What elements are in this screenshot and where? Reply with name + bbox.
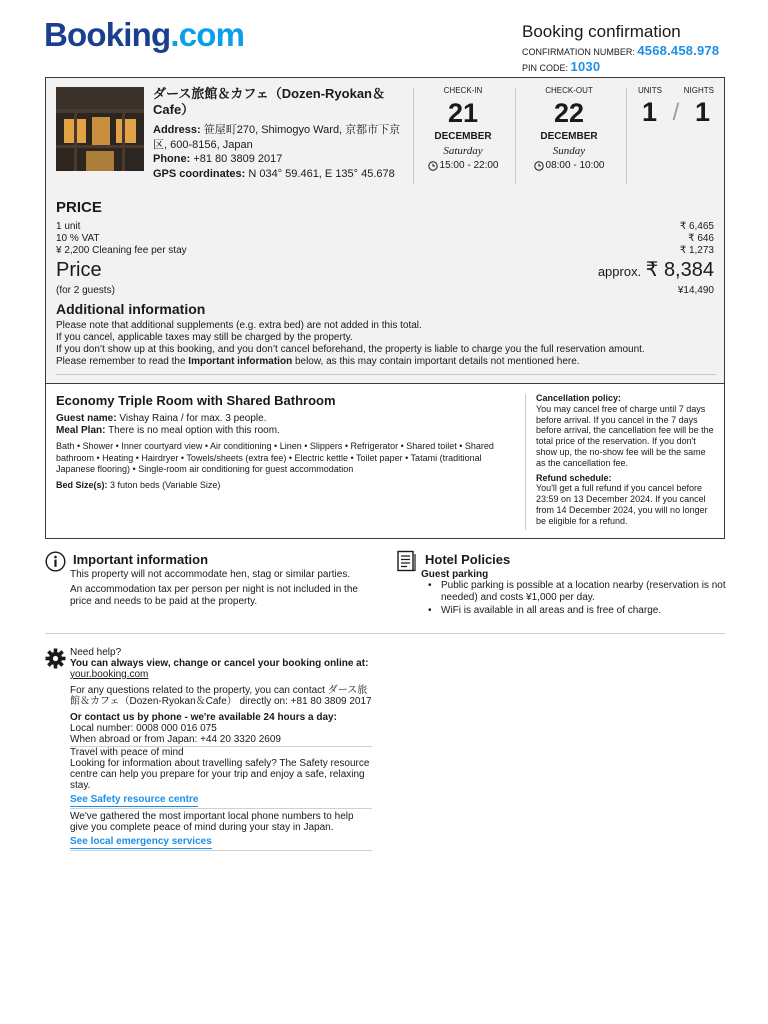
booking-logo xyxy=(44,18,244,51)
bed-size: 3 futon beds (Variable Size) xyxy=(110,480,221,490)
guest-name: Vishay Raina / for max. 3 people. xyxy=(119,413,267,424)
nights-label: NIGHTS xyxy=(683,86,714,95)
divider xyxy=(70,808,372,809)
price-line xyxy=(56,233,714,245)
local-number: Local number: 0008 000 016 075 xyxy=(70,723,217,734)
guest-name-row xyxy=(56,413,511,425)
list-item: • Public parking is possible at a location nearby (reservation is not needed) and costs ¥1,000 per day. xyxy=(441,580,726,603)
divider xyxy=(626,88,627,184)
checkin-month: DECEMBER xyxy=(434,131,492,142)
additional-line: If you cancel, applicable taxes may still be charged by the property. xyxy=(56,332,353,343)
phone-contact-title: Or contact us by phone - we're available 24 hours a day: xyxy=(70,712,337,723)
hotel-address xyxy=(153,123,411,152)
document-icon xyxy=(396,550,417,573)
meal-plan-row xyxy=(56,425,511,437)
additional-info-title: Additional information xyxy=(56,301,206,317)
booking-details-box xyxy=(45,77,725,539)
property-contact-text: For any questions related to the property, you can contact ダース旅館＆カフェ（Dozen-Ryokan＆Cafe） directly on: +81 80 3809 2017 xyxy=(70,685,372,707)
address-value: 笹屋町270, Shimogyo Ward, 京都市下京区, 600-8156, Japan xyxy=(153,124,401,151)
cancellation-text: You may cancel free of charge until 7 days before arrival. If you cancel in the 7 days before arrival, the cancellation fee will be the total price of the reservation. If you don't show up, the no-show fee will be the same as the cancellation fee. xyxy=(536,403,714,468)
hotel-phone xyxy=(153,152,411,167)
checkout-time xyxy=(519,160,619,171)
emergency-text: We've gathered the most important local phone numbers to help give you complete peace of mind during your stay in Japan. xyxy=(70,811,354,833)
phone-label: Phone: xyxy=(153,153,191,165)
price-guests-row xyxy=(56,285,714,296)
guest-name-label: Guest name: xyxy=(56,413,117,424)
additional-info-text xyxy=(56,320,716,368)
divider xyxy=(56,374,716,375)
room-title: Economy Triple Room with Shared Bathroom xyxy=(56,393,336,408)
clock-icon xyxy=(534,161,544,171)
price-total-amount: ₹ 8,384 xyxy=(645,259,714,281)
gps-value: N 034° 59.461, E 135° 45.678 xyxy=(248,167,395,180)
hotel-details xyxy=(153,123,411,181)
room-section xyxy=(46,384,724,538)
logo-part-com: .com xyxy=(170,16,245,53)
travel-title: Travel with peace of mind xyxy=(70,747,184,758)
price-line-value: ₹ 646 xyxy=(688,233,714,244)
room-info xyxy=(56,413,511,437)
checkout-label: CHECK-OUT xyxy=(545,86,593,95)
confirmation-number-row xyxy=(522,45,719,58)
units-value: 1 xyxy=(642,97,658,127)
price-lines xyxy=(56,221,714,257)
hotel-name: ダース旅館＆カフェ（Dozen-Ryokan＆Cafe） xyxy=(153,86,385,117)
address-label: Address: xyxy=(153,124,201,136)
yen-total: ¥14,490 xyxy=(677,285,714,296)
additional-line: Please note that additional supplements (e.g. extra bed) are not added in this total. xyxy=(56,320,422,331)
checkin-time-value: 15:00 - 22:00 xyxy=(439,160,499,171)
important-info-ref: Important information xyxy=(188,356,293,367)
divider xyxy=(413,88,414,184)
pin-code-label: PIN CODE: xyxy=(522,63,569,73)
price-line-label: 1 unit xyxy=(56,221,81,232)
checkin-weekday: Saturday xyxy=(443,145,483,157)
confirmation-block xyxy=(522,22,719,74)
gps-label: GPS coordinates: xyxy=(153,167,246,180)
pin-code-row xyxy=(522,61,719,74)
units-nights-cell xyxy=(628,86,718,128)
units-label: UNITS xyxy=(638,86,662,95)
manage-booking-link[interactable]: your.booking.com xyxy=(70,669,149,680)
checkout-month: DECEMBER xyxy=(540,131,598,142)
bed-size-row xyxy=(56,480,220,490)
price-total-row xyxy=(56,257,714,282)
important-info-line: This property will not accommodate hen, stag or similar parties. xyxy=(70,569,351,580)
checkout-cell xyxy=(519,86,619,171)
confirmation-number-label: CONFIRMATION NUMBER: xyxy=(522,47,635,57)
price-line-value: ₹ 6,465 xyxy=(679,221,714,232)
divider xyxy=(515,88,516,184)
need-help-label: Need help? xyxy=(70,647,122,658)
bed-size-label: Bed Size(s): xyxy=(56,480,108,490)
checkin-cell xyxy=(417,86,509,171)
confirmation-number: 4568.458.978 xyxy=(637,43,720,58)
important-info-title: Important information xyxy=(73,552,209,567)
list-item: • WiFi is available in all areas and is free of charge. xyxy=(441,605,726,617)
guest-count: (for 2 guests) xyxy=(56,285,115,296)
price-line-label: ¥ 2,200 Cleaning fee per stay xyxy=(56,245,187,256)
checkin-label: CHECK-IN xyxy=(443,86,483,95)
checkin-date: 21 xyxy=(447,98,479,128)
hotel-gps xyxy=(153,167,411,182)
cancellation-title: Cancellation policy: xyxy=(536,393,622,403)
units-nights-slash: / xyxy=(672,98,680,126)
checkin-time xyxy=(417,160,509,171)
checkout-time-value: 08:00 - 10:00 xyxy=(545,160,605,171)
hotel-policies-list xyxy=(441,580,726,619)
divider xyxy=(525,394,526,530)
emergency-services-link[interactable]: See local emergency services xyxy=(70,836,212,847)
guest-parking-title: Guest parking xyxy=(421,569,489,580)
confirmation-title: Booking confirmation xyxy=(522,22,681,41)
price-approx-label: approx. xyxy=(597,264,642,279)
travel-text: Looking for information about travelling safely? The Safety resource centre can help you prepare for your trip and enjoy a safe, relaxing stay. xyxy=(70,758,370,791)
refund-title: Refund schedule: xyxy=(536,472,612,483)
important-info-line: An accommodation tax per person per night is not included in the price and needs to be paid at the property. xyxy=(70,584,358,607)
meal-plan: There is no meal option with this room. xyxy=(108,425,280,436)
important-info-text xyxy=(70,569,380,611)
additional-line: Please remember to read the Important information below, as this may contain important details not mentioned here. xyxy=(56,356,580,367)
price-line xyxy=(56,221,714,233)
price-title: PRICE xyxy=(56,199,102,216)
price-line-label: 10 % VAT xyxy=(56,233,100,244)
phone-value: +81 80 3809 2017 xyxy=(193,153,283,165)
additional-line: If you don’t show up at this booking, and you don’t cancel beforehand, the property is liable to charge you the full reservation amount. xyxy=(56,344,645,355)
price-line-value: ₹ 1,273 xyxy=(679,245,714,256)
price-line xyxy=(56,245,714,257)
checkout-date: 22 xyxy=(553,98,585,128)
cancellation-policy xyxy=(536,393,716,527)
checkout-weekday: Sunday xyxy=(552,145,586,157)
logo-part-booking: Booking xyxy=(44,16,171,53)
hotel-photo xyxy=(56,87,144,171)
price-total-label: Price xyxy=(56,259,102,281)
online-manage-text: You can always view, change or cancel your booking online at: xyxy=(70,658,369,669)
room-amenities: Bath • Shower • Inner courtyard view • Air conditioning • Linen • Slippers • Refrigerator • Shared toilet • Shared bathroom • Heating • Hairdryer • Towels/sheets (extra fee) • Electric kettle • Toilet paper • Tatami (traditional Japanese flooring) • Single-room air conditioning for guest accommodation xyxy=(56,441,494,474)
divider xyxy=(70,850,372,851)
abroad-number: When abroad or from Japan: +44 20 3320 2609 xyxy=(70,734,281,745)
refund-text: You'll get a full refund if you cancel before 23:59 on 13 December 2024. If you cancel from 14 December 2024, you will no longer be eligible for a refund. xyxy=(536,483,708,526)
section-divider xyxy=(45,633,725,634)
hotel-policies-title: Hotel Policies xyxy=(425,552,511,567)
nights-value: 1 xyxy=(694,97,710,127)
pin-code: 1030 xyxy=(570,59,601,74)
gear-icon xyxy=(45,648,66,669)
clock-icon xyxy=(428,161,438,171)
help-section xyxy=(70,647,372,851)
safety-centre-link[interactable]: See Safety resource centre xyxy=(70,794,199,805)
meal-plan-label: Meal Plan: xyxy=(56,425,106,436)
stay-and-price-section xyxy=(46,78,724,384)
info-icon xyxy=(45,551,66,572)
